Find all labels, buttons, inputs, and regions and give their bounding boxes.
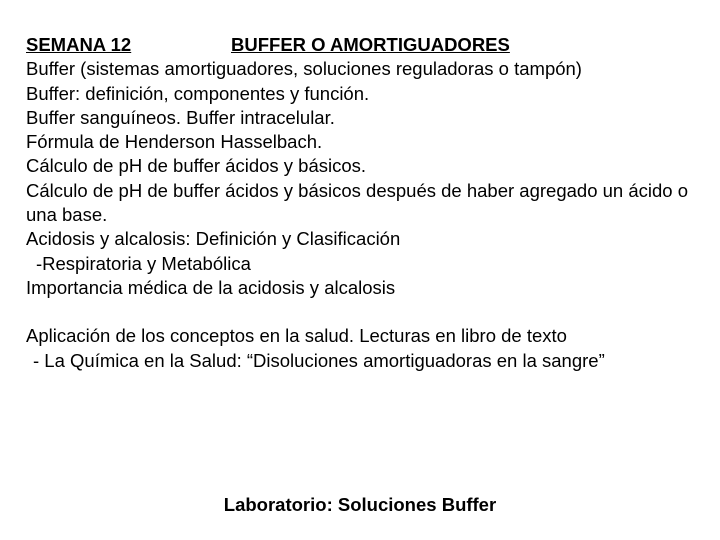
topic-buffer-definition-alt: Buffer (sistemas amortiguadores, soluciones reguladoras o tampón)	[26, 58, 582, 80]
topic-blood-buffers: Buffer sanguíneos. Buffer intracelular.	[26, 106, 335, 128]
topic-ph-after-addition: Cálculo de pH de buffer ácidos y básicos después de haber agregado un ácido o una base.	[26, 179, 688, 226]
lab-title: Laboratorio: Soluciones Buffer	[223, 494, 497, 515]
slide-content	[26, 33, 706, 373]
reading-reference: - La Química en la Salud: “Disoluciones amortiguadoras en la sangre”	[33, 349, 605, 371]
title-row	[26, 33, 706, 57]
section-spacer	[26, 300, 706, 324]
topic-buffer-components: Buffer: definición, componentes y función.	[26, 82, 370, 104]
topic-henderson-formula: Fórmula de Henderson Hasselbach.	[26, 131, 323, 153]
topic-acidosis-alkalosis: Acidosis y alcalosis: Definición y Clasificación	[26, 228, 401, 250]
topic-ph-calculation: Cálculo de pH de buffer ácidos y básicos.	[26, 155, 367, 177]
application-text: Aplicación de los conceptos en la salud. Lecturas en libro de texto	[26, 325, 567, 347]
week-label: SEMANA 12	[26, 34, 132, 55]
topic-respiratory-metabolic: -Respiratoria y Metabólica	[36, 252, 251, 274]
topic-title: BUFFER O AMORTIGUADORES	[231, 34, 510, 55]
topic-medical-importance: Importancia médica de la acidosis y alcalosis	[26, 276, 396, 298]
